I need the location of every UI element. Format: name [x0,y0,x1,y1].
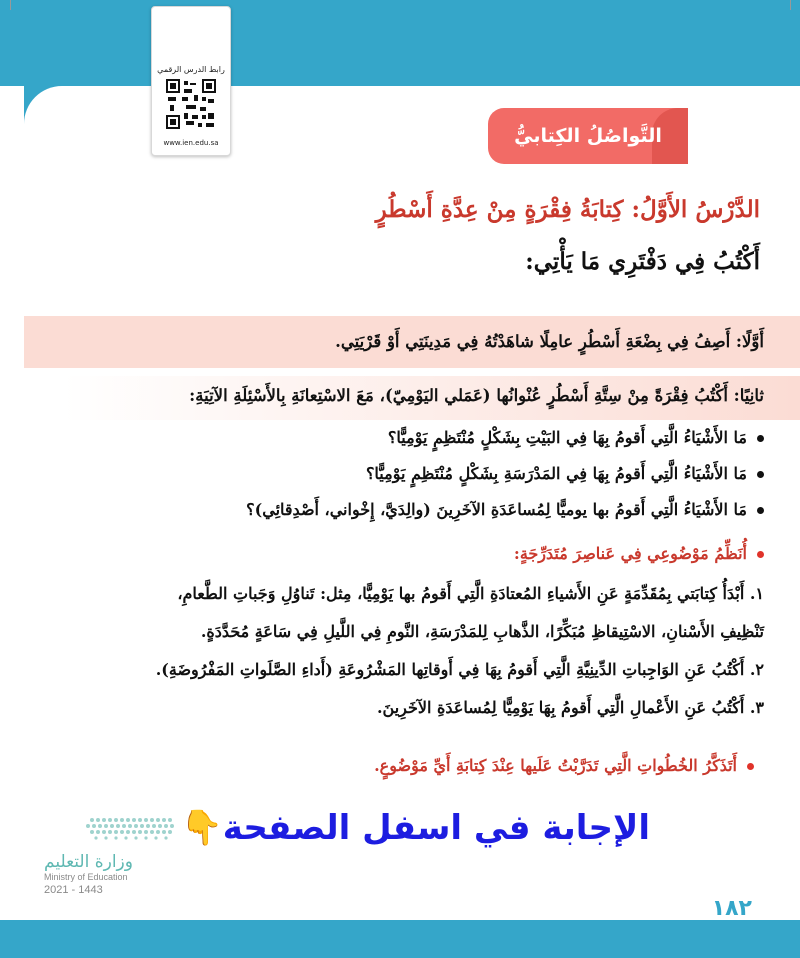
first-task-text: أَوَّلًا: أَصِفُ فِي بِضْعَةِ أَسْطُرٍ عامِلًا شاهَدْتُهُ فِي مَدِينَتِي أَوْ قَرْيَتِي. [335,332,764,351]
organize-heading-text: أُنَظِّمُ مَوْضُوعِي فِي عَناصِرَ مُتَدَرِّجَةٍ: [513,544,747,563]
qr-code-icon[interactable] [166,79,216,129]
bullet-icon [757,507,764,514]
bottom-color-band [0,920,800,958]
lesson-title: الدَّرْسُ الأَوَّلُ: كِتابَةُ فِقْرَةٍ مِنْ عِدَّةِ أَسْطُرٍ [375,196,760,223]
answer-note: الإجابة في اسفل الصفحة👇 [180,808,650,848]
organize-item: ٣. أَكْتُبُ عَنِ الأَعْمالِ الَّتِي أَقومُ بِهَا يَوْمِيًّا لِمُساعَدَةِ الآخَرِينَ. [376,698,764,717]
organize-item: ٢. أَكْتُبُ عَنِ الوَاجِباتِ الدِّينِيَّةِ الَّتِي أَقومُ بِهَا فِي أَوقاتِها المَشْرُوعَةِ (أَداءِ الصَّلَواتِ المَفْرُوضَةِ). [155,660,764,679]
section-badge-label: التَّواصُلُ الكِتابيُّ [514,125,662,147]
bullet-icon [757,435,764,442]
page-number: ١٨٢ [711,896,752,921]
bullet-icon [757,471,764,478]
second-task-text: ثانِيًا: أَكْتُبُ فِقْرَةً مِنْ سِتَّةِ أَسْطُرٍ عُنْوانُها (عَمَلي اليَوْمِيّ)، مَعَ الاسْتِعانَةِ بِالأَسْئِلَةِ الآتِيَةِ: [189,386,764,405]
question-text: مَا الأَشْيَاءُ الَّتِي أَقومُ بِهَا فِي البَيْتِ بِشَكْلٍ مُنْتَظِمٍ يَوْمِيًّا؟ [387,428,747,447]
crop-mark [10,0,11,10]
question-item [246,500,764,519]
ministry-name-ar: وزارة التعليم [44,852,133,872]
question-item [388,428,764,447]
bullet-icon [747,763,754,770]
organize-item-continued: تَنْظِيفِ الأَسْنانِ، الاسْتِيقاظِ مُبَكِّرًا، الذَّهابِ لِلمَدْرَسَةِ، النَّومِ فِي اللَّيلِ فِي سَاعَةٍ مُحَدَّدَةٍ. [200,622,764,641]
lesson-instruction: أَكْتُبُ فِي دَفْتَرِي مَا يَأْتِي: [525,248,760,275]
digital-lesson-card[interactable] [151,6,231,156]
question-text: مَا الأَشْيَاءُ الَّتِي أَقومُ بها يوميًّا لِمُساعَدَةِ الآخَرِينَ (والِدَيَّ، إِخْواني، أَصْدِقائِي)؟ [246,500,747,519]
remember-text: أَتَذَكَّرُ الخُطُواتِ الَّتِي تَدَرَّبْتُ عَلَيها عِنْدَ كِتابَةِ أَيِّ مَوْضُوعٍ. [374,756,737,775]
remember-note [374,756,754,775]
qr-url[interactable]: www.ien.edu.sa [163,139,219,147]
question-item [366,464,764,483]
question-text: مَا الأَشْيَاءُ الَّتِي أَقومُ بِهَا فِي المَدْرَسَةِ بِشَكْلٍ مُنْتَظِمٍ يَوْمِيًّا؟ [365,464,747,483]
top-color-band [0,0,800,86]
qr-title: رابط الدرس الرقمي [157,65,225,74]
organize-item: ١. أَبْدَأُ كِتابَتي بِمُقَدِّمَةٍ عَنِ الأَشياءِ المُعتادَةِ الَّتِي أَقومُ بها يَوْمِيًّا، مِثل: تَناوُلِ وَجَباتِ الطَّعامِ، [177,584,764,603]
ministry-name-en: Ministry of Education [44,872,128,882]
edition-year: 2021 - 1443 [44,884,103,896]
crop-mark [790,0,791,10]
organize-heading [514,544,764,563]
bullet-icon [757,551,764,558]
